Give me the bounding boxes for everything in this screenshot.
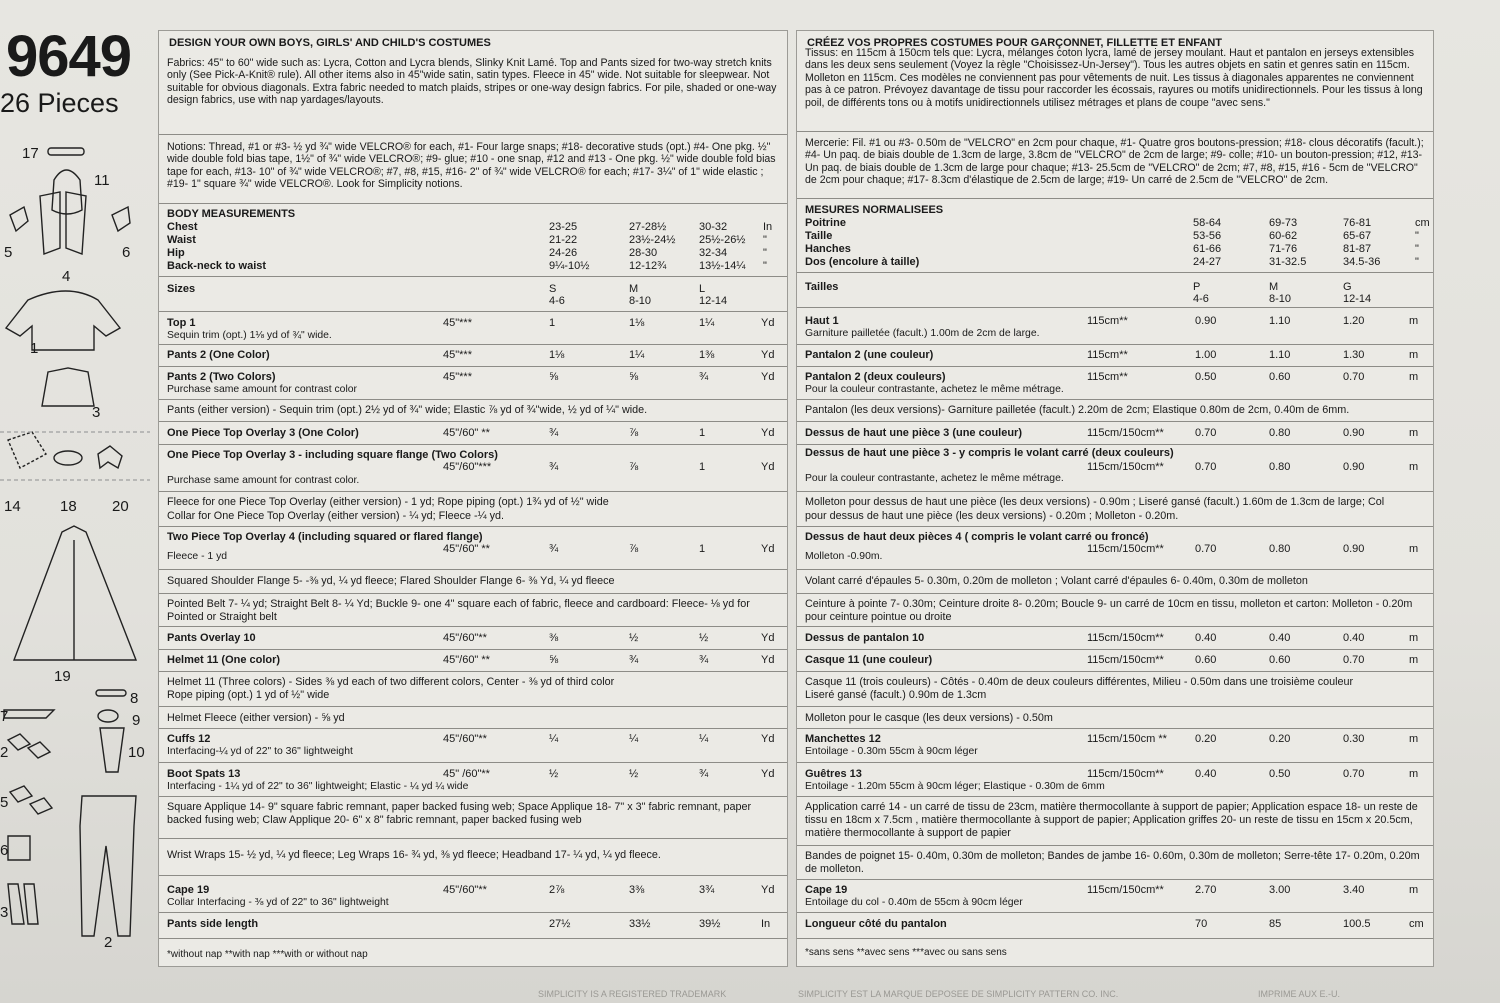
casque-lisere-note: Liseré gansé (facult.) 0.90m de 1.3cm (805, 689, 987, 701)
piece-label-2b: 2 (104, 934, 113, 951)
piece-label-2a: 2 (0, 744, 9, 761)
piece-label-5: 5 (4, 244, 13, 261)
headband-drawing (48, 148, 84, 155)
molleton-note-1: Molleton pour dessus de haut une pièce (les deux versions) - 0.90m ; Liseré gansé (facult.) 1.60m de 1.3cm de large; Col (805, 496, 1385, 508)
shoulder-flange-note: Squared Shoulder Flange 5- -⅜ yd, ¼ yd fleece; Flared Shoulder Flange 6- ⅜ Yd, ¼ yd fleece (167, 575, 615, 587)
piece-label-7: 7 (0, 708, 9, 725)
piece-label-19: 19 (54, 668, 71, 685)
overlay-4-drawing (40, 192, 86, 254)
flange-5-drawing (10, 207, 28, 231)
pantalon-either-note: Pantalon (les deux versions)- Garniture pailletée (facult.) 2.20m de 2cm; Elastique 0.80m de 2cm, 0.40m de 6mm. (805, 404, 1350, 416)
piece-label-4: 4 (62, 268, 71, 285)
pattern-number: 9649 (6, 24, 132, 89)
piece-label-17: 17 (22, 145, 39, 162)
piece-label-6: 6 (122, 244, 131, 261)
piece-label-6b: 6 (0, 842, 9, 859)
trademark-fr: SIMPLICITY EST LA MARQUE DEPOSEE DE SIMPLICITY PATTERN CO. INC. (798, 989, 1119, 999)
notions-paragraph: Notions: Thread, #1 or #3- ½ yd ¾" wide VELCRO® for each, #1- Four large snaps; #18- decorative studs (opt.) #4- One pkg. ½" wide double fold bias tape, 1½" of ¾" wide VELCRO®; #9- glue; #10 - one snap, #12 and #13 - One pkg. ½" wide double fold bias tape for each, #13- 10" of ¾" wide VELCRO®; #7, #8, #15, #16- 2" of ¾" wide VELCRO® for each; #17- 3¼" of 1" wide elastic ; #19- 1" square ¾" wide VELCRO®. Look for Simplicity notions. (167, 141, 776, 191)
trademark-strip (158, 969, 1500, 1003)
ceinture-note: Ceinture à pointe 7- 0.30m; Ceinture droite 8- 0.20m; Boucle 9- un carré de 10cm en tissu, molleton et carton: Molleton - 0.20m pour ceinture pointue ou droite (805, 598, 1413, 623)
pants-2-drawing (80, 796, 136, 936)
sens-legend: *sans sens **avec sens ***avec ou sans sens (805, 947, 1007, 958)
technical-drawings-strip (0, 0, 158, 1003)
applique-14-drawing (8, 432, 46, 468)
belt-7-drawing (4, 710, 54, 718)
applique-18-drawing (54, 451, 82, 465)
mercerie-paragraph: Mercerie: Fil. #1 ou #3- 0.50m de "VELCRO" en 2cm pour chaque, #1- Quatre gros boutons-pression; #18- clous décoratifs (facult.); #4- Un paq. de biais double de 1.3cm de large, 3.8cm de "VELCRO" de 2cm de large; #9- colle; #10- un bouton-pression; #12, #13- Un paq. de biais double de 1.3cm de large pour chaque; #13- 25.5cm de "VELCRO" de 2cm; #7, #8, #15, #16 - 5cm de "VELCRO" de 2cm pour chaque; #17- 8.3cm d'élastique de 2.5cm de large; #19- Un carré de 2.5cm de "VELCRO" de 2cm. (805, 137, 1424, 187)
nap-legend: *without nap **with nap ***with or without nap (167, 949, 368, 960)
applique-20-drawing (98, 446, 122, 468)
piece-label-8: 8 (130, 690, 139, 707)
volant-note: Volant carré d'épaules 5- 0.30m, 0.20m de molleton ; Volant carré d'épaules 6- 0.40m, 0.30m de molleton (805, 575, 1308, 587)
trademark-en: SIMPLICITY IS A REGISTERED TRADEMARK (538, 989, 727, 999)
english-column: DESIGN YOUR OWN BOYS, GIRLS' AND CHILD'S COSTUMES Fabrics: 45" to 60" wide such as: Lycra, Cotton and Lycra blends, Slinky Knit Lamé. Top and Pants sized for two-way stretch knits only (See Pick-A-Knit® rule). All other items also in 45"wide satin, satin types. Fleece in 45" wide. Not suitable for sleepwear. Not suitable for obvious diagonals. Extra fabric needed to match plaids, stripes or one-way design fabrics. For pile, shaded or one-way design fabrics, use with nap yardages/layouts. Notions: Thread, #1 or #3- ½ yd ¾" wide VELCRO® for each, #1- Four large snaps; #18- decorative studs (opt.) #4- One pkg. ½" wide double fold bias tape, 1½" of ¾" wide VELCRO®; #9- glue; #10 - one snap, #12 and #13 - One pkg. ½" wide double fold bias tape for each, #13- 10" of ¾" wide VELCRO®; #7, #8, #15, #16- 2" of ¾" wide VELCRO® for each; #17- 3¼" of 1" wide elastic ; #19- 1" square ¾" wide VELCRO®. Look for Simplicity notions. BODY MEASUREMENTS Chest 23-25 27-28½ 30-32 In Waist 21-22 23½-24½ 25½-26½ " Hip 24-26 28-30 32-34 " Back-neck to waist 9¼-10½ 12-12¾ 13½-14¼ " Sizes S M L 4-6 8-10 12-14 Top 1 Sequin trim (opt.) 1⅛ yd of ¾" wide. 45"*** 1 1⅛ 1¼ Yd Pants 2 (One Color) 45"*** 1⅛ 1¼ 1⅜ Yd Pants 2 (Two Colors) Purchase same amount for contrast color 45"*** ⅝ ⅝ ¾ Yd Pants (either version) - Sequin trim (opt.) 2½ yd of ¾" wide; Elastic ⅞ yd of ¾"wide, ½ yd of ¼" wide. One Piece Top Overlay 3 (One Color) 45"/60" ** ¾ ⅞ 1 Yd One Piece Top Overlay 3 - including square flange (Two Colors) Purchase same amount for contrast color. 45"/60"*** ¾ ⅞ 1 Yd Fleece for one Piece Top Overlay (either version) - 1 yd; Rope piping (opt.) 1¾ yd of ½" wide Collar for One Piece Top Overlay (either version) - ¼ yd; Fleece -¼ yd. Two Piece Top Overlay 4 (including squared or flared flange) Fleece - 1 yd 45"/60" ** ¾ ⅞ 1 Yd Squared Shoulder Flange 5- -⅜ yd, ¼ yd fleece; Flared Shoulder Flange 6- ⅜ Yd, ¼ yd fleece Pointed Belt 7- ¼ yd; Straight Belt 8- ¼ Yd; Buckle 9- one 4" square each of fabric, fleece and cardboard: Fleece- ⅛ yd for Pointed or Straight belt Pants Overlay 10 45"/60"** ⅜ ½ ½ Yd Helmet 11 (One color) 45"/60" ** ⅝ ¾ ¾ Yd Helmet 11 (Three colors) - Sides ⅜ yd each of two different colors, Center - ⅜ yd of third color Rope piping (opt.) 1 yd of ½" wide Helmet Fleece (either version) - ⅝ yd Cuffs 12 Interfacing-¼ yd of 22" to 36" lightweight 45"/60"** ¼ ¼ ¼ Yd Boot Spats 13 Interfacing - 1¼ yd of 22" to 36" lightweight; Elastic - ¼ yd ¼ wide 45" /60"** ½ ½ ¾ Yd Square Applique 14- 9" square fabric remnant, paper backed fusing web; Space Applique 18- 7" x 3" fabric remnant, paper backed fusing web; Claw Applique 20- 6" x 8" fabric remnant, paper backed fusing web Wrist Wraps 15- ½ yd, ¼ yd fleece; Leg Wraps 16- ¾ yd, ⅜ yd fleece; Headband 17- ¼ yd, ¼ yd fleece. Cape 19 Collar Interfacing - ⅜ yd of 22" to 36" lightweight 45"/60"** 2⅞ 3⅜ 3¾ Yd Pants side length 27½ 33½ 39½ In *without nap **with nap ***with or without nap (158, 30, 788, 967)
cuffs-12-drawing (8, 734, 50, 758)
buckle-9-drawing (98, 710, 118, 722)
belt-note: Pointed Belt 7- ¼ yd; Straight Belt 8- ¼ Yd; Buckle 9- one 4" square each of fabric, fleece and cardboard: Fleece- ⅛ yd for Pointed or Straight belt (167, 598, 750, 623)
cape-19-drawing (14, 526, 136, 660)
french-heading: CRÉEZ VOS PROPRES COSTUMES POUR GARÇONNET, FILLETTE ET ENFANT (807, 37, 1222, 49)
spats-13-drawing (8, 836, 38, 924)
flange-6-drawing (112, 207, 130, 231)
piece-label-20: 20 (112, 498, 129, 515)
printed-in: IMPRIME AUX E.-U. (1258, 989, 1341, 999)
piece-label-18: 18 (60, 498, 77, 515)
helmet-fleece-note: Helmet Fleece (either version) - ⅝ yd (167, 712, 345, 724)
belt-8-drawing (96, 690, 126, 696)
overlay-3-drawing (42, 368, 94, 406)
top-1-drawing (6, 291, 120, 350)
piece-label-3b: 3 (0, 904, 9, 921)
piece-count: 26 Pieces (0, 88, 119, 118)
casque-three-note: Casque 11 (trois couleurs) - Côtés - 0.40m de deux couleurs différentes, Milieu - 0.50m dans une troisième couleur (805, 676, 1354, 688)
english-heading: DESIGN YOUR OWN BOYS, GIRLS' AND CHILD'S COSTUMES (169, 37, 491, 49)
pants-either-note: Pants (either version) - Sequin trim (opt.) 2½ yd of ¾" wide; Elastic ⅞ yd of ¾"wide, ½ yd of ¼" wide. (167, 404, 648, 416)
piece-label-9: 9 (132, 712, 141, 729)
piece-label-10: 10 (128, 744, 145, 761)
bandes-note: Bandes de poignet 15- 0.40m, 0.30m de molleton; Bandes de jambe 16- 0.60m, 0.30m de molleton; Serre-tête 17- 0.20m, 0.20m de molleton. (805, 850, 1420, 875)
application-note: Application carré 14 - un carré de tissu de 23cm, matière thermocollante à support de papier; Application espace 18- un reste de tissu en 18cm x 7.5cm , matière thermocollante à support de papier; Application griffes 20- un reste de tissu en 15cm x 20.5cm, matière thermocollante à support de papier (805, 801, 1418, 839)
wraps-note: Wrist Wraps 15- ½ yd, ¼ yd fleece; Leg Wraps 16- ¾ yd, ⅜ yd fleece; Headband 17- ¼ yd, ¼ yd fleece. (167, 849, 661, 861)
fleece-note-1: Fleece for one Piece Top Overlay (either version) - 1 yd; Rope piping (opt.) 1¾ yd of ½" wide (167, 496, 609, 508)
wraps-drawing (10, 786, 52, 814)
piece-label-1: 1 (30, 340, 39, 357)
helmet-piping-note: Rope piping (opt.) 1 yd of ½" wide (167, 689, 330, 701)
piece-label-3: 3 (92, 404, 101, 421)
piece-label-14: 14 (4, 498, 21, 515)
tissus-paragraph: Tissus: en 115cm à 150cm tels que: Lycra, mélanges coton lycra, lamé de jersey moulant. Haut et pantalon en jerseys extensibles dans les deux sens seulement (Voyez la règle "Choisissez-Un-Jersey"). Tous les autres objets en satin et genres satin en 115cm. Molleton en 115cm. Ces modèles ne conviennent pas pour vêtements de nuit. Les tissus à diagonales apparentes ne conviennent pas à ce patron. Prévoyez davantage de tissu pour raccorder les écossais, rayures ou motifs unidirectionnels. Pour les tissus à long poil, de différents tons ou à motifs unidirectionnels utilisez métrages et plans de coupe "avec sens." (805, 47, 1423, 109)
french-column: CRÉEZ VOS PROPRES COSTUMES POUR GARÇONNET, FILLETTE ET ENFANT Tissus: en 115cm à 150cm tels que: Lycra, mélanges coton lycra, lamé de jersey moulant. Haut et pantalon en jerseys extensibles dans les deux sens seulement (Voyez la règle "Choisissez-Un-Jersey"). Tous les autres objets en satin et genres satin en 115cm. Molleton en 115cm. Ces modèles ne conviennent pas pour vêtements de nuit. Les tissus à diagonales apparentes ne conviennent pas à ce patron. Prévoyez davantage de tissu pour raccorder les écossais, rayures ou motifs unidirectionnels. Pour les tissus à long poil, de différents tons ou à motifs unidirectionnels utilisez métrages et plans de coupe "avec sens." Mercerie: Fil. #1 ou #3- 0.50m de "VELCRO" en 2cm pour chaque, #1- Quatre gros boutons-pression; #18- clous décoratifs (facult.); #4- Un paq. de biais double de 1.3cm de large, 3.8cm de "VELCRO" de 2cm de large; #9- colle; #10- un bouton-pression; #12, #13- Un paq. de biais double de 1.3cm de large pour chaque; #13- 25.5cm de "VELCRO" de 2cm; #7, #8, #15, #16 - 5cm de "VELCRO" de 2cm pour chaque; #17- 8.3cm d'élastique de 2.5cm de large; #19- Un carré de 2.5cm de "VELCRO" de 2cm. MESURES NORMALISEES Poitrine 58-64 69-73 76-81 cm Taille 53-56 60-62 65-67 " Hanches 61-66 71-76 81-87 " Dos (encolure à taille) 24-27 31-32.5 34.5-36 " Tailles P M G 4-6 8-10 12-14 Haut 1 Garniture pailletée (facult.) 1.00m de 2cm de large. 115cm** 0.90 1.10 1.20 m Pantalon 2 (une couleur) 115cm** 1.00 1.10 1.30 m Pantalon 2 (deux couleurs) Pour la couleur contrastante, achetez le même métrage. 115cm** 0.50 0.60 0.70 m Pantalon (les deux versions)- Garniture pailletée (facult.) 2.20m de 2cm; Elastique 0.80m de 2cm, 0.40m de 6mm. Dessus de haut une pièce 3 (une couleur) 115cm/150cm** 0.70 0.80 0.90 m Dessus de haut une pièce 3 - y compris le volant carré (deux couleurs) Pour la couleur contrastante, achetez le même métrage. 115cm/150cm** 0.70 0.80 0.90 m Molleton pour dessus de haut une pièce (les deux versions) - 0.90m ; Liseré gansé (facult.) 1.60m de 1.3cm de large; Col pour dessus de haut une pièce (les deux versions) - 0.20m ; Molleton - 0.20m. Dessus de haut deux pièces 4 ( compris le volant carré ou froncé) Molleton -0.90m. 115cm/150cm** 0.70 0.80 0.90 m Volant carré d'épaules 5- 0.30m, 0.20m de molleton ; Volant carré d'épaules 6- 0.40m, 0.30m de molleton Ceinture à pointe 7- 0.30m; Ceinture droite 8- 0.20m; Boucle 9- un carré de 10cm en tissu, molleton et carton: Molleton - 0.20m pour ceinture pointue ou droite Dessus de pantalon 10 115cm/150cm** 0.40 0.40 0.40 m Casque 11 (une couleur) 115cm/150cm** 0.60 0.60 0.70 m Casque 11 (trois couleurs) - Côtés - 0.40m de deux couleurs différentes, Milieu - 0.50m dans une troisième couleur Liseré gansé (facult.) 0.90m de 1.3cm Molleton pour le casque (les deux versions) - 0.50m Manchettes 12 Entoilage - 0.30m 55cm à 90cm léger 115cm/150cm ** 0.20 0.20 0.30 m Guêtres 13 Entoilage - 1.20m 55cm à 90cm léger; Elastique - 0.30m de 6mm 115cm/150cm** 0.40 0.50 0.70 m Application carré 14 - un carré de tissu de 23cm, matière thermocollante à support de papier; Application espace 18- un reste de tissu en 18cm x 7.5cm , matière thermocollante à support de papier; Application griffes 20- un reste de tissu en 15cm x 20.5cm, matière thermocollante à support de papier Bandes de poignet 15- 0.40m, 0.30m de molleton; Bandes de jambe 16- 0.60m, 0.30m de molleton; Serre-tête 17- 0.20m, 0.20m de molleton. Cape 19 Entoilage du col - 0.40m de 55cm à 90cm léger 115cm/150cm** 2.70 3.00 3.40 m Longueur côté du pantalon 70 85 100.5 cm *sans sens **avec sens ***avec ou sans sens (796, 30, 1434, 967)
piece-label-5b: 5 (0, 794, 9, 811)
piece-label-11: 11 (94, 172, 110, 189)
col-note: pour dessus de haut une pièce (les deux versions) - 0.20m ; Molleton - 0.20m. (805, 510, 1179, 522)
applique-note: Square Applique 14- 9" square fabric remnant, paper backed fusing web; Space Applique 18- 7" x 3" fabric remnant, paper backed fusing web; Claw Applique 20- 6" x 8" fabric remnant, paper backed fusing web (167, 801, 752, 826)
casque-molleton-note: Molleton pour le casque (les deux versions) - 0.50m (805, 712, 1053, 724)
collar-note: Collar for One Piece Top Overlay (either version) - ¼ yd; Fleece -¼ yd. (167, 510, 505, 522)
pants-overlay-10-drawing (100, 728, 124, 772)
helmet-three-note: Helmet 11 (Three colors) - Sides ⅜ yd each of two different colors, Center - ⅜ yd of third color (167, 676, 615, 688)
fabrics-paragraph: Fabrics: 45" to 60" wide such as: Lycra, Cotton and Lycra blends, Slinky Knit Lamé. Top and Pants sized for two-way stretch knits only (See Pick-A-Knit® rule). All other items also in 45"wide satin, satin types. Fleece in 45" wide. Not suitable for sleepwear. Not suitable for obvious diagonals. Extra fabric needed to match plaids, stripes or one-way design fabrics. For pile, shaded or one-way design fabrics, use with nap yardages/layouts. (167, 57, 777, 107)
